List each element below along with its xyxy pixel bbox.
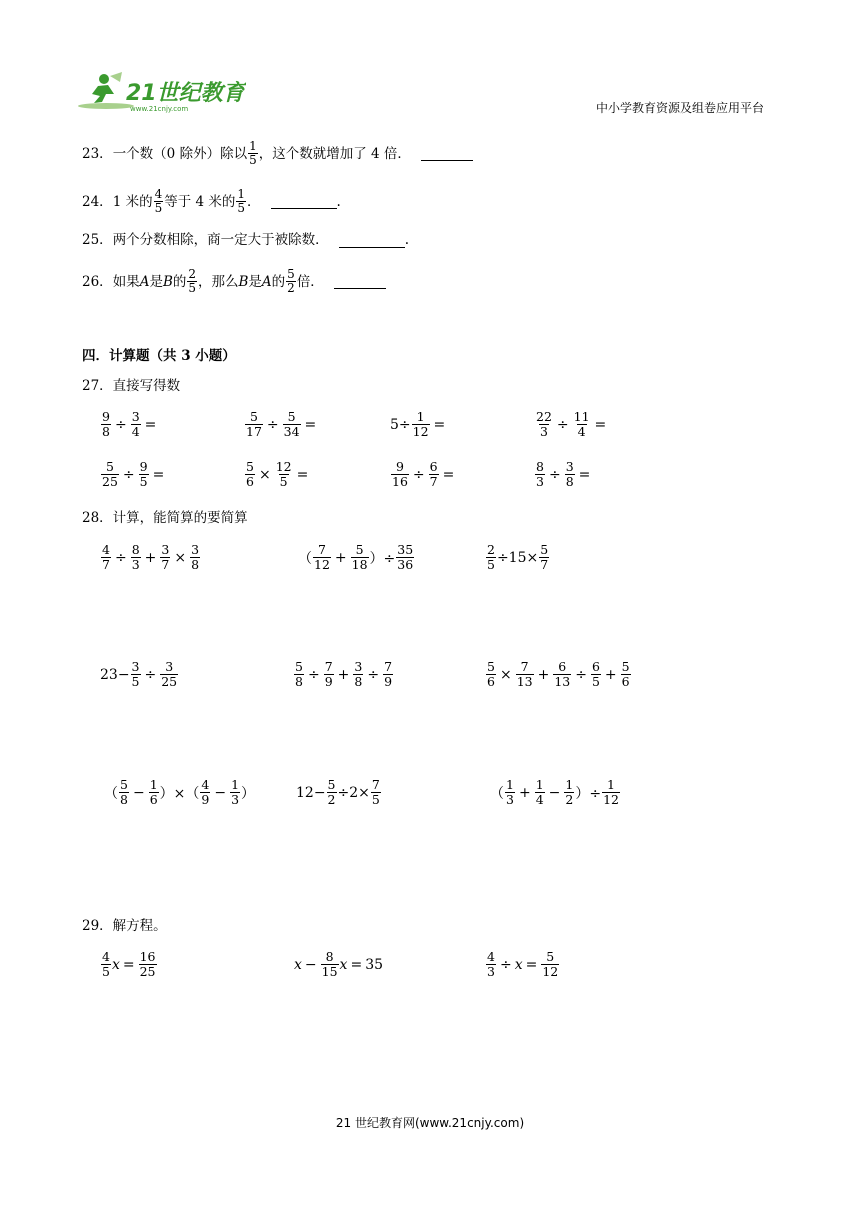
- runner-logo-icon: [76, 70, 246, 114]
- equation-29-3: $\frac{4}{3}$ ÷ x = $\frac{5}{12}$: [487, 949, 559, 979]
- logo-text: 21世纪教育: [126, 81, 245, 106]
- logo-subtext: www.21cnjy.com: [130, 105, 189, 113]
- expr-28-6: $\frac{5}{6}$ × $\frac{7}{13}$ + $\frac{6}{13}$ ÷ $\frac{6}{5}$ + $\frac{5}{6}$: [487, 659, 630, 689]
- expr-28-5: $\frac{5}{8}$ ÷ $\frac{7}{9}$ + $\frac{3}{8}$ ÷ $\frac{7}{9}$: [295, 659, 393, 689]
- question-27-label: 27．直接写得数: [82, 378, 181, 394]
- answer-blank[interactable]: [271, 194, 337, 209]
- expr-27-5: $\frac{5}{25}$ ÷ $\frac{9}{5}$ =: [102, 459, 165, 489]
- expr-27-8: $\frac{8}{3}$ ÷ $\frac{3}{8}$ =: [536, 459, 591, 489]
- question-23: 23． 一个数（0 除外）除以 $\frac{1}{5}$ ，这个数就增加了 4 倍．: [82, 140, 473, 167]
- question-26: 26． 如果 A 是 B 的 $\frac{2}{5}$ ，那么 B 是 A 的 $\frac{5}{2}$ 倍．: [82, 268, 386, 295]
- question-28-label: 28．计算，能简算的要简算: [82, 510, 248, 526]
- answer-blank[interactable]: [421, 146, 473, 161]
- question-24: 24． 1 米的 $\frac{4}{5}$ 等于 4 米的 $\frac{1}{5}$ ． .: [82, 187, 341, 215]
- expr-27-3: 5÷ $\frac{1}{12}$ =: [390, 409, 446, 439]
- answer-blank[interactable]: [339, 233, 405, 248]
- expr-28-7: （ $\frac{5}{8}$ − $\frac{1}{6}$ ）×（ $\frac{4}{9}$ − $\frac{1}{3}$ ）: [104, 777, 256, 807]
- site-logo: [76, 70, 246, 114]
- expr-27-6: $\frac{5}{6}$ × $\frac{12}{5}$ =: [246, 459, 309, 489]
- expr-28-8: 12− $\frac{5}{2}$ ÷2× $\frac{7}{5}$: [296, 777, 380, 807]
- question-29-label: 29．解方程。: [82, 918, 167, 934]
- expr-28-2: （ $\frac{7}{12}$ + $\frac{5}{18}$ ）÷ $\frac{35}{36}$: [298, 542, 414, 572]
- expr-28-3: $\frac{2}{5}$ ÷15× $\frac{5}{7}$: [487, 542, 549, 572]
- section-heading: 四．计算题（共 3 小题）: [82, 348, 236, 364]
- answer-blank[interactable]: [334, 274, 386, 289]
- expr-27-2: $\frac{5}{17}$ ÷ $\frac{5}{34}$ =: [246, 409, 317, 439]
- footer-text: 21 世纪教育网(www.21cnjy.com): [335, 1116, 525, 1130]
- expr-27-7: $\frac{9}{16}$ ÷ $\frac{6}{7}$ =: [392, 459, 455, 489]
- platform-name: 中小学教育资源及组卷应用平台: [596, 101, 765, 115]
- expr-27-1: $\frac{9}{8}$ ÷ $\frac{3}{4}$ =: [102, 409, 157, 439]
- equation-29-2: x − $\frac{8}{15}$ x = 35: [294, 949, 384, 979]
- expr-28-1: $\frac{4}{7}$ ÷ $\frac{8}{3}$ + $\frac{3}{7}$ × $\frac{3}{8}$: [102, 542, 200, 572]
- expr-27-4: $\frac{22}{3}$ ÷ $\frac{11}{4}$ =: [536, 409, 607, 439]
- question-25: 25． 两个分数相除，商一定大于被除数． .: [82, 232, 409, 248]
- expr-28-9: （ $\frac{1}{3}$ + $\frac{1}{4}$ − $\frac{1}{2}$ ）÷ $\frac{1}{12}$: [490, 777, 619, 807]
- expr-28-4: 23− $\frac{3}{5}$ ÷ $\frac{3}{25}$: [100, 659, 178, 689]
- equation-29-1: $\frac{4}{5}$ x = $\frac{16}{25}$: [102, 949, 156, 979]
